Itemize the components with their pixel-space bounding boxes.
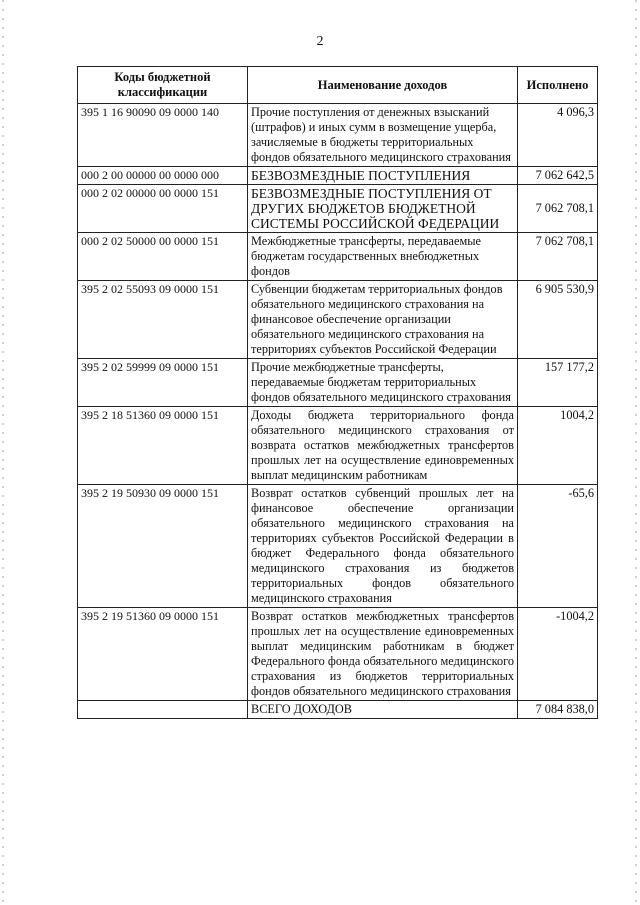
table-row [78,233,598,281]
row-name: Прочие поступления от денежных взысканий (штрафов) и иных сумм в возмещение ущерба, зачисляемые в бюджеты территориальных фондов обязательного медицинского страхования [248,104,518,167]
revenue-table [77,66,598,719]
table-row [78,608,598,701]
table-row [78,407,598,485]
row-name: Доходы бюджета территориального фонда обязательного медицинского страхования от возврата остатков межбюджетных трансфертов прошлых лет на осуществление единовременных выплат медицинским работникам [248,407,518,485]
header-revenue-name: Наименование доходов [248,67,518,104]
row-amount: 4 096,3 [518,104,598,167]
total-label: ВСЕГО ДОХОДОВ [248,701,518,719]
left-edge-scan-marks [2,0,4,905]
row-amount: -1004,2 [518,608,598,701]
table-row [78,485,598,608]
table-row [78,167,598,185]
row-code: 395 1 16 90090 09 0000 140 [78,104,248,167]
row-amount: -65,6 [518,485,598,608]
row-amount: 1004,2 [518,407,598,485]
row-code: 395 2 02 55093 09 0000 151 [78,281,248,359]
table-row [78,281,598,359]
row-code: 395 2 02 59999 09 0000 151 [78,359,248,407]
page-number: 2 [316,34,324,49]
row-amount: 7 062 642,5 [518,167,598,185]
row-code: 395 2 19 51360 09 0000 151 [78,608,248,701]
table-row [78,185,598,233]
row-name: БЕЗВОЗМЕЗДНЫЕ ПОСТУПЛЕНИЯ ОТ ДРУГИХ БЮДЖЕТОВ БЮДЖЕТНОЙ СИСТЕМЫ РОССИЙСКОЙ ФЕДЕРАЦИИ [248,185,518,233]
table-total-row [78,701,598,719]
row-amount: 157 177,2 [518,359,598,407]
row-amount: 7 062 708,1 [518,233,598,281]
total-amount: 7 084 838,0 [518,701,598,719]
row-code: 000 2 00 00000 00 0000 000 [78,167,248,185]
row-amount: 7 062 708,1 [518,185,598,233]
row-name: Прочие межбюджетные трансферты, передаваемые бюджетам территориальных фондов обязательного медицинского страхования [248,359,518,407]
table-header-row [78,67,598,104]
table-row [78,104,598,167]
row-code: 395 2 19 50930 09 0000 151 [78,485,248,608]
header-budget-code: Коды бюджетной классификации [78,67,248,104]
row-code: 000 2 02 00000 00 0000 151 [78,185,248,233]
row-name: БЕЗВОЗМЕЗДНЫЕ ПОСТУПЛЕНИЯ [248,167,518,185]
row-code [78,701,248,719]
header-executed: Исполнено [518,67,598,104]
row-amount: 6 905 530,9 [518,281,598,359]
row-name: Возврат остатков межбюджетных трансфертов прошлых лет на осуществление единовременных выплат медицинским работникам в бюджет Федерального фонда обязательного медицинского страхования из бюджетов территориальных фондов обязательного медицинского страхования [248,608,518,701]
row-code: 000 2 02 50000 00 0000 151 [78,233,248,281]
row-code: 395 2 18 51360 09 0000 151 [78,407,248,485]
row-name: Межбюджетные трансферты, передаваемые бюджетам государственных внебюджетных фондов [248,233,518,281]
row-name: Возврат остатков субвенций прошлых лет на финансовое обеспечение организации обязательного медицинского страхования на территориях субъектов Российской Федерации в бюджет Федерального фонда обязательного медицинского страхования из бюджетов территориальных фондов обязательного медицинского страхования [248,485,518,608]
right-edge-scan-marks [635,0,637,905]
row-name: Субвенции бюджетам территориальных фондов обязательного медицинского страхования на финансовое обеспечение организации обязательного медицинского страхования на территориях субъектов Российской Федерации [248,281,518,359]
table-row [78,359,598,407]
